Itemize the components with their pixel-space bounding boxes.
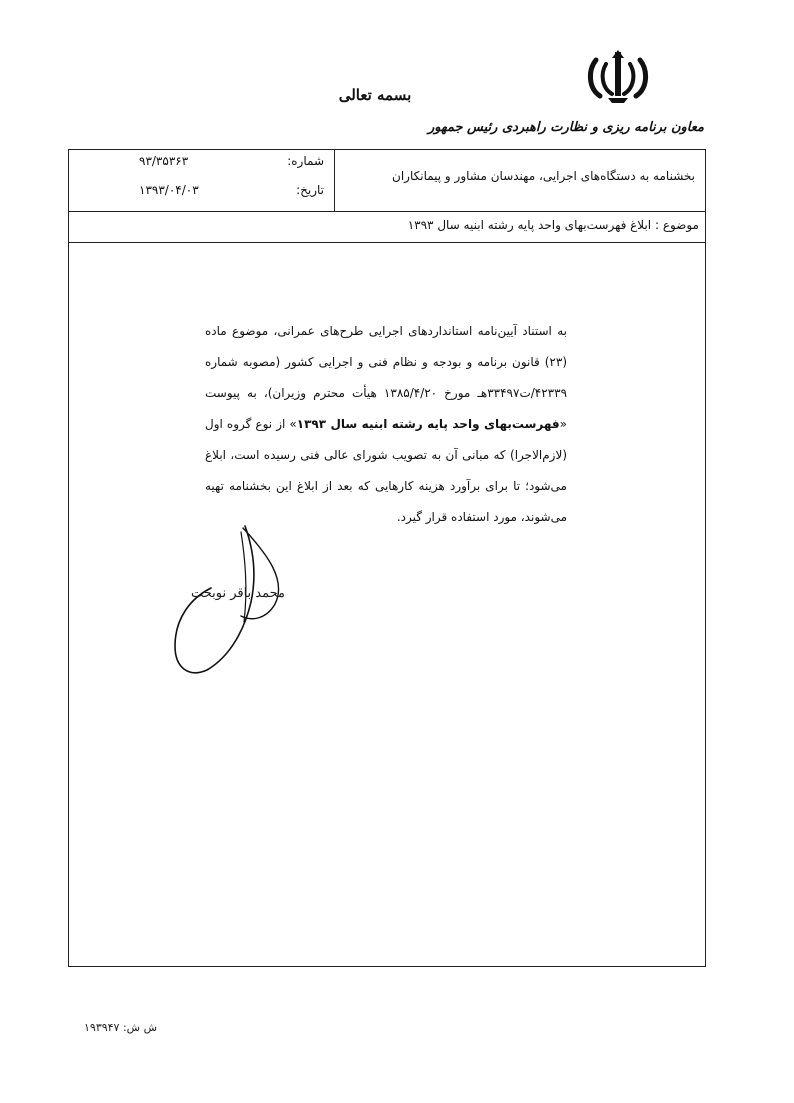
subject-row xyxy=(69,211,705,243)
organization-name: معاون برنامه ریزی و نظارت راهبردی رئیس جمهور xyxy=(427,120,704,135)
footer-reference: ش ش: ۱۹۳۹۴۷ xyxy=(84,1021,158,1034)
body-text-part2: » از نوع گروه اول (لازم‌الاجرا) که مبانی آن به تصویب شورای عالی فنی رسیده است، ابلاغ می‌شود؛ تا برای برآورد هزینه کارهایی که بعد از ابلاغ این بخشنامه تهیه می‌شوند، مورد استفاده قرار گیرد. xyxy=(205,417,567,524)
subject-line: موضوع : ابلاغ فهرست‌بهای واحد پایه رشته ابنیه سال ۱۳۹۳ xyxy=(407,218,699,232)
basmala-heading: بسمه تعالی xyxy=(338,86,412,104)
letter-header-row xyxy=(69,150,705,212)
letter-date-line xyxy=(69,183,334,205)
letter-number-label: شماره: xyxy=(287,154,324,168)
signer-name: محمد باقر نوبخت xyxy=(190,586,285,601)
letter-date-value: ۱۳۹۳/۰۴/۰۳ xyxy=(139,183,199,197)
body-bold-title: فهرست‌بهای واحد پایه رشته ابنیه سال ۱۳۹۳ xyxy=(296,417,560,431)
letter-number-line xyxy=(69,154,334,176)
letter-date-label: تاریخ: xyxy=(296,183,324,197)
letter-body xyxy=(205,316,567,533)
letter-meta-cell xyxy=(69,150,335,211)
letter-frame xyxy=(68,149,706,967)
letter-number-value: ۹۳/۳۵۳۶۳ xyxy=(139,154,189,168)
emblem-icon xyxy=(586,48,650,106)
recipients-line: بخشنامه به دستگاه‌های اجرایی، مهندسان مشاور و پیمانکاران xyxy=(392,169,695,183)
body-text-part1: به استناد آیین‌نامه استانداردهای اجرایی طرح‌های عمرانی، موضوع ماده (۲۳) قانون برنامه و بودجه و نظام فنی و اجرایی کشور (مصوبه شماره ۴۲۳۳۹/ت۳۳۴۹۷هـ مورخ ۱۳۸۵/۴/۲۰ هیأت محترم وزیران)، به پیوست « xyxy=(205,324,568,431)
